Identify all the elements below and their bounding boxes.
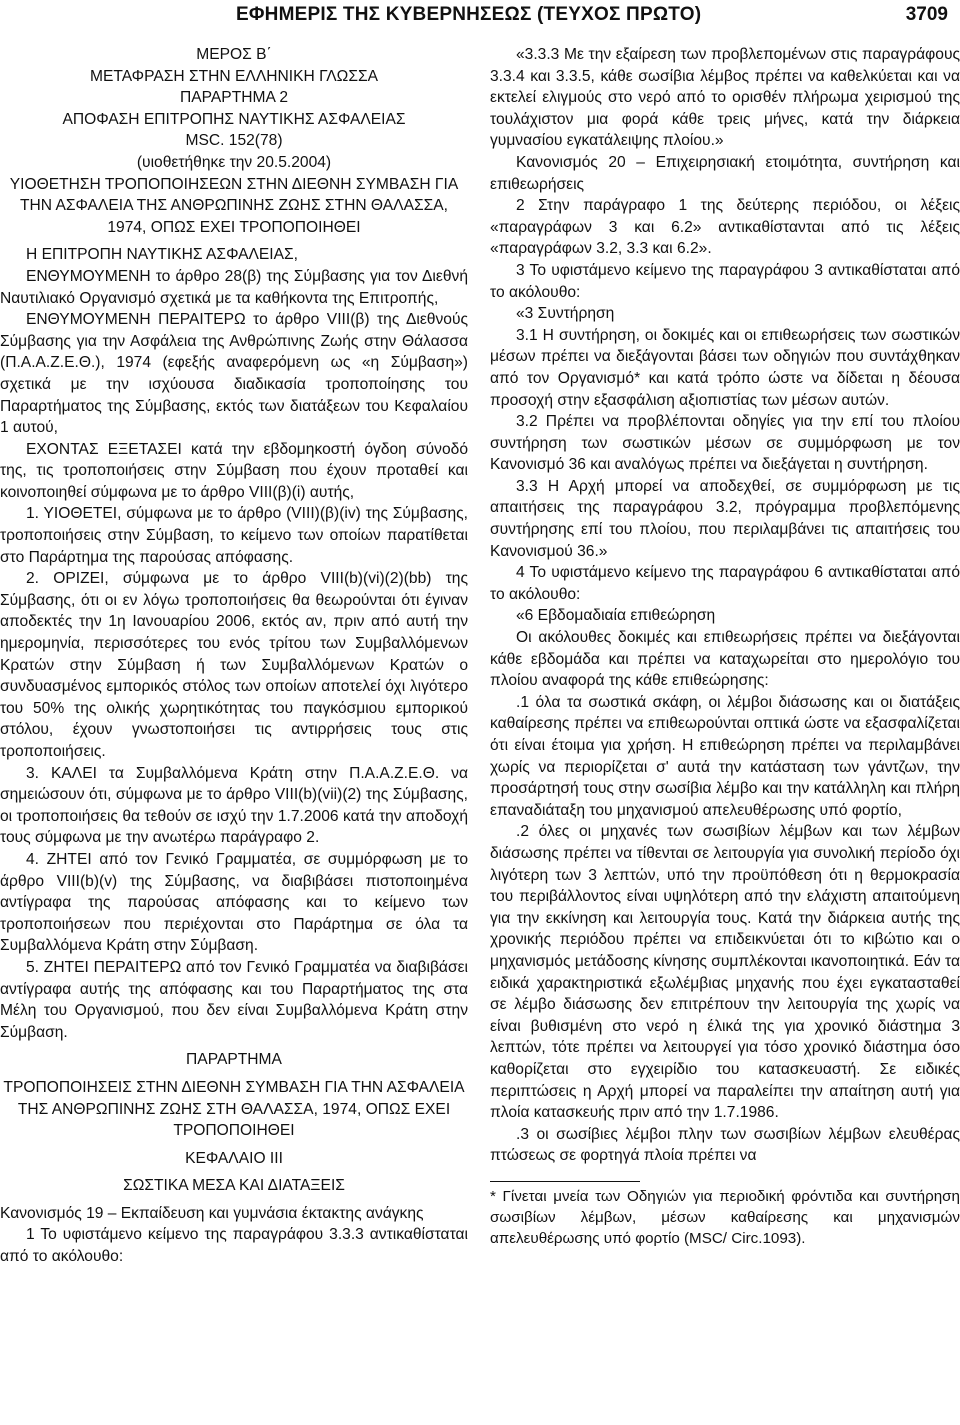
body-paragraph: 3.2 Πρέπει να προβλέπονται οδηγίες για την επί του πλοίου συντήρηση των σωστικών μέσων σε συμμόρφωση με τον Κανονισμό 36 και αναλόγως πρέπει να διεξάγεται η συντήρηση. <box>490 413 960 474</box>
body-paragraph: Η ΕΠΙΤΡΟΠΗ ΝΑΥΤΙΚΗΣ ΑΣΦΑΛΕΙΑΣ, <box>26 246 298 264</box>
body-paragraph: ΕΧΟΝΤΑΣ ΕΞΕΤΑΣΕΙ κατά την εβδομηκοστή όγδοη σύνοδό της, τις τροποποιήσεις στην Σύμβαση που έχουν προταθεί και κοινοποιηθεί σύμφωνα με το άρθρο VIII(β)(i) αυτής, <box>0 440 468 501</box>
body-paragraph: 3 Το υφιστάμενο κείμενο της παραγράφου 3 αντικαθίσταται από το ακόλουθο: <box>490 261 960 301</box>
gazette-title: ΕΦΗΜΕΡΙΣ ΤΗΣ ΚΥΒΕΡΝΗΣΕΩΣ (ΤΕΥΧΟΣ ΠΡΩΤΟ) <box>236 4 702 25</box>
body-paragraph: ΕΝΘΥΜΟΥΜΕΝΗ το άρθρο 28(β) της Σύμβασης για τον Διεθνή Ναυτιλιακό Οργανισμό σχετικά με τα καθήκοντα της Επιτροπής, <box>0 267 468 307</box>
body-paragraph: 4. ΖΗΤΕΙ από τον Γενικό Γραμματέα, σε συμμόρφωση με το άρθρο VIII(b)(v) της Σύμβασης, να διαβιβάσει πιστοποιημένα αντίγραφα της παρούσας απόφασης και το κείμενο των τροποποιήσεων που περιέχονται στο Παράρτημα σε όλα τα Συμβαλλόμενα Κράτη στην Σύμβαση. <box>0 850 468 955</box>
chapter-title: ΣΩΣΤΙΚΑ ΜΕΣΑ ΚΑΙ ΔΙΑΤΑΞΕΙΣ <box>123 1177 345 1195</box>
decision-heading: ΑΠΟΦΑΣΗ ΕΠΙΤΡΟΠΗΣ ΝΑΥΤΙΚΗΣ ΑΣΦΑΛΕΙΑΣ <box>62 110 406 128</box>
body-paragraph: 2. ΟΡΙΖΕΙ, σύμφωνα με το άρθρο VIII(b)(vi)(2)(bb) της Σύμβασης, ότι οι εν λόγω τροποποιήσεις θα θεωρούνται ότι έγιναν αποδεκτές την 1η Ιανουαρίου 2006, εκτός αν, πριν από αυτή την ημερομηνία, περισσότερες του ενός τρίτου των Συμβαλλόμενων Κρατών στην Σύμβαση ή των Συμβαλλόμενων Κρατών ο συνδυασμένος εμπορικός στόλος των οποίων αποτελεί όχι λιγότερο του 50% της ολικής χωρητικότητας του παγκόσμιου εμπορικού στόλου, έχουν γνωστοποιήσει τις αντιρρήσεις τους στις τροποποιήσεις. <box>0 570 468 760</box>
translation-heading: ΜΕΤΑΦΡΑΣΗ ΣΤΗΝ ΕΛΛΗΝΙΚΗ ΓΛΩΣΣΑ <box>89 67 379 85</box>
left-column <box>0 44 468 1268</box>
body-paragraph: 3. ΚΑΛΕΙ τα Συμβαλλόμενα Κράτη στην Π.Α.Α.Ζ.Ε.Θ. να σημειώσουν ότι, σύμφωνα με το άρθρο VIII(b)(vii)(2) της Σύμβασης, οι τροποποιήσεις θα τεθούν σε ισχύ την 1.7.2006 κατά την αποδοχή τους σύμφωνα με την ανωτέρω παράγραφο 2. <box>0 764 468 847</box>
body-paragraph: 1. ΥΙΟΘΕΤΕΙ, σύμφωνα με το άρθρο (VIII)(β)(iv) της Σύμβασης, τροποποιήσεις στην Σύμβαση, το κείμενο των οποίων παρατίθεται στο Παράρτημα της παρούσας απόφασης. <box>0 505 468 566</box>
footnote-divider <box>490 1181 640 1182</box>
part-heading: ΜΕΡΟΣ Β΄ <box>196 46 272 63</box>
body-paragraph: 3.3 Η Αρχή μπορεί να αποδεχθεί, σε συμμόρφωση με τις απαιτήσεις της παραγράφου 3.2, πρόγραμμα προβλεπόμενης συντήρησης επί του πλοίου, που περιλαμβάνει τις απαιτήσεις του Κανονισμού 36.» <box>490 477 960 560</box>
footnote: * Γίνεται μνεία των Οδηγιών για περιοδική φρόντιδα και συντήρηση σωσιβίων λέμβων, μέσων καθαίρεσης και μηχανισμών απελευθέρωσης υπό φορτίο (MSC/ Circ.1093). <box>490 1187 960 1247</box>
regulation-heading: Κανονισμός 19 – Εκπαίδευση και γυμνάσια έκτακτης ανάγκης <box>0 1204 424 1222</box>
body-paragraph: 3.1 Η συντήρηση, οι δοκιμές και οι επιθεωρήσεις των σωστικών μέσων πρέπει να διεξάγονται βάσει των οδηγιών που συντάχθηκαν από τον Οργανισμό* και κατά τρόπο ώστε να δίδεται η δέουσα προσοχή στην εξασφάλιση αξιοπιστίας των μέσων αυτών. <box>490 326 960 409</box>
right-column <box>490 44 960 1249</box>
body-paragraph: 2 Στην παράγραφο 1 της δεύτερης περιόδου, οι λέξεις «παραγράφων 3 και 6.2» αντικαθίστανται από τις λέξεις «παραγράφων 3.2, 3.3 και 6.2». <box>490 197 960 258</box>
body-paragraph: .3 οι σωσίβιες λέμβοι πλην των σωσιβίων λέμβων ελευθέρας πτώσεως σε φορτηγά πλοία πρέπει να <box>490 1125 960 1165</box>
adoption-title: ΥΙΟΘΕΤΗΣΗ ΤΡΟΠΟΠΟΙΗΣΕΩΝ ΣΤΗΝ ΔΙΕΘΝΗ ΣΥΜΒΑΣΗ ΓΙΑ ΤΗΝ ΑΣΦΑΛΕΙΑ ΤΗΣ ΑΝΘΡΩΠΙΝΗΣ ΖΩΗΣ ΣΤΗΝ ΘΑΛΑΣΣΑ, 1974, ΟΠΩΣ ΕΧΕΙ ΤΡΟΠΟΠΟΙΗΘΕΙ <box>9 175 459 236</box>
page-header <box>0 0 960 34</box>
regulation-heading: Κανονισμός 20 – Επιχειρησιακή ετοιμότητα, συντήρηση και επιθεωρήσεις <box>490 153 960 193</box>
section-heading: «6 Εβδομαδιαία επιθεώρηση <box>516 607 716 625</box>
adoption-date: (υιοθετήθηκε την 20.5.2004) <box>136 153 332 171</box>
body-paragraph: ΕΝΘΥΜΟΥΜΕΝΗ ΠΕΡΑΙΤΕΡΩ το άρθρο VIII(β) της Διεθνούς Σύμβασης για την Ασφάλεια της Ανθρώπινης Ζωής στην Θάλασσα (Π.Α.Α.Ζ.Ε.Θ.), 1974 (εφεξής αναφερόμενη ως «η Σύμβαση») σχετικά με την ισχύουσα διαδικασία τροποποίησης του Παραρτήματος της Σύμβασης, εκτός των διατάξεων του Κεφαλαίου 1 αυτού, <box>0 311 468 437</box>
body-paragraph: .2 όλες οι μηχανές των σωσιβίων λέμβων και των λέμβων διάσωσης πρέπει να τίθενται σε λειτουργία για συνολική περίοδο όχι λιγότερη των 3 λεπτών, υπό την προϋπόθεση ότι η θερμοκρασία του περιβάλλοντος είναι υψηλότερη από την ελάχιστη απαιτούμενη για την εκκίνηση και λειτουργία τους. Κατά την διάρκεια αυτής της χρονικής περιόδου πρέπει να επιδεικνύεται ότι το κιβώτιο και ο μηχανισμός μετάδοσης κίνησης συμπλέκονται ικανοποιητικά. Εάν τα ειδικά χαρακτηριστικά εξωλέμβιας μηχανής που έχει εγκατασταθεί σε λέμβο διάσωσης δεν επιτρέπουν την λειτουργία της χωρίς να είναι βυθισμένη στο νερό η έλικά της για χρονικό διάστημα 3 λεπτών, τότε πρέπει να λειτουργεί για τόσο χρονικό διάστημα όσο καθορίζεται στο εγχειρίδιο του κατασκευαστή. Σε ειδικές περιπτώσεις η Αρχή μπορεί να παραλείπει την απαίτηση αυτή για πλοία κατασκευής πριν από την 1.7.1986. <box>490 823 960 1122</box>
annex-heading: ΠΑΡΑΡΤΗΜΑ <box>186 1051 282 1069</box>
body-paragraph: 4 Το υφιστάμενο κείμενο της παραγράφου 6 αντικαθίσταται από το ακόλουθο: <box>490 564 960 603</box>
annex-title: ΤΡΟΠΟΠΟΙΗΣΕΙΣ ΣΤΗΝ ΔΙΕΘΝΗ ΣΥΜΒΑΣΗ ΓΙΑ ΤΗΝ ΑΣΦΑΛΕΙΑ ΤΗΣ ΑΝΘΡΩΠΙΝΗΣ ΖΩΗΣ ΣΤΗ ΘΑΛΑΣΣΑ, 1974, ΟΠΩΣ ΕΧΕΙ ΤΡΟΠΟΠΟΙΗΘΕΙ <box>3 1078 465 1140</box>
body-paragraph: 1 Το υφιστάμενο κείμενο της παραγράφου 3.3.3 αντικαθίσταται από το ακόλουθο: <box>0 1226 468 1266</box>
body-paragraph: 5. ΖΗΤΕΙ ΠΕΡΑΙΤΕΡΩ από τον Γενικό Γραμματέα να διαβιβάσει αντίγραφα αυτής της απόφασης και του Παραρτήματος της στα Μέλη του Οργανισμού, που δεν είναι Συμβαλλόμενα Κράτη στην Σύμβαση. <box>0 958 468 1041</box>
decision-code: MSC. 152(78) <box>185 132 283 150</box>
body-paragraph: «3.3.3 Με την εξαίρεση των προβλεπομένων στις παραγράφους 3.3.4 και 3.3.5, κάθε σωσίβια λέμβος πρέπει να καθελκύεται και να εκτελεί ελιγμούς στο νερό από το ορισθέν πλήρωμα χειρισμού της τουλάχιστον μια φορά κάθε τρεις μήνες, κατά την διάρκεια γυμνασίου εγκατάλειψης πλοίου.» <box>490 46 960 150</box>
annex-number: ΠΑΡΑΡΤΗΜΑ 2 <box>179 89 289 107</box>
body-paragraph: Οι ακόλουθες δοκιμές και επιθεωρήσεις πρέπει να διεξάγονται κάθε εβδομάδα και πρέπει να καταχωρείται στο ημερολόγιο του πλοίου αναφορά της κάθε επιθεώρησης: <box>490 629 960 690</box>
section-heading: «3 Συντήρηση <box>516 305 615 323</box>
chapter-heading: ΚΕΦΑΛΑΙΟ III <box>185 1149 283 1167</box>
body-paragraph: .1 όλα τα σωστικά σκάφη, οι λέμβοι διάσωσης και οι διατάξεις καθαίρεσης πρέπει να επιθεωρούνται οπτικά ώστε να εξασφαλίζεται ότι είναι έτοιμα για χρήση. Η επιθεώρηση πρέπει να περιλαμβάνει χωρίς να περιορίζεται σ' αυτά την κατάσταση των γάντζων, την προσάρτησή τους στην σωσίβια λέμβο και την κατάλληλη και πλήρη επαναδιάταξη του μηχανισμού απελευθέρωσης υπό φορτίο, <box>490 693 960 819</box>
page-number: 3709 <box>905 4 948 25</box>
